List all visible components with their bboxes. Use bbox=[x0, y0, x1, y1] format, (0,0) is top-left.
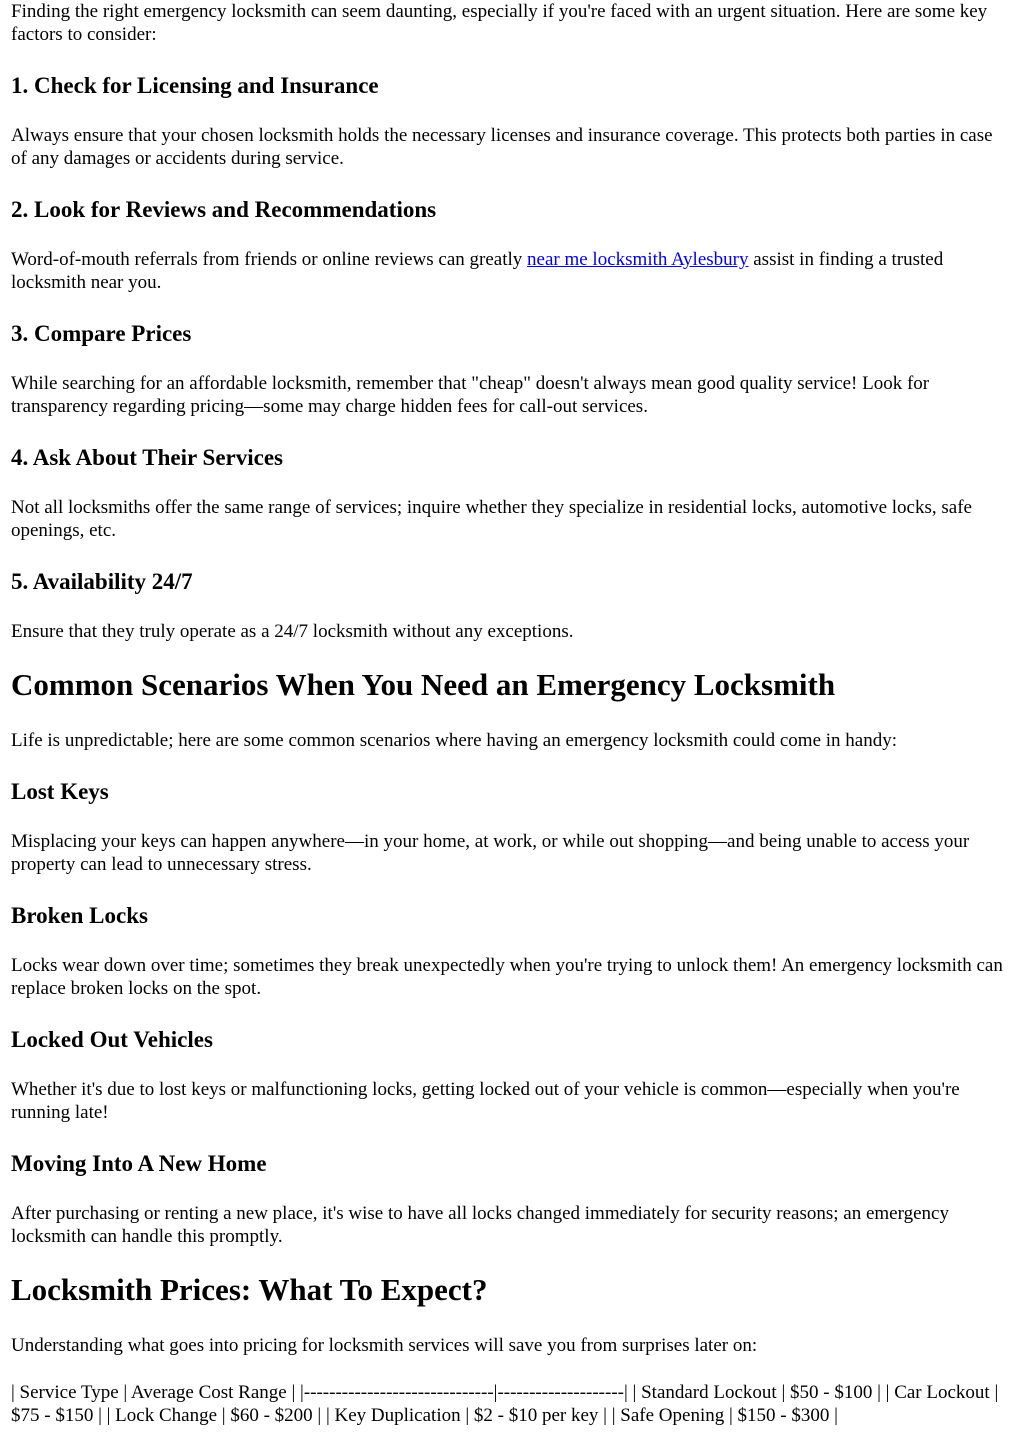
scenarios-heading: Common Scenarios When You Need an Emergency Locksmith bbox=[11, 667, 836, 702]
factor-5-body: Ensure that they truly operate as a 24/7 locksmith without any exceptions. bbox=[11, 621, 574, 642]
factor-2-body bbox=[11, 248, 1013, 294]
factor-4-heading: 4. Ask About Their Services bbox=[11, 445, 283, 470]
prices-raw-table: | Service Type | Average Cost Range | |------------------------------|--------------------| | Standard Lockout | $50 - $100 | | Car Lockout | $75 - $150 | | Lock Change | $60 - $200 | | Key Duplication | $2 - $10 per key | | Safe Opening | $150 - $300 | bbox=[11, 1382, 999, 1426]
factor-5-heading: 5. Availability 24/7 bbox=[11, 569, 193, 594]
locksmith-link[interactable]: near me locksmith Aylesbury bbox=[527, 249, 749, 270]
scenario-broken-locks-heading: Broken Locks bbox=[11, 903, 148, 928]
factor-2-body-before: Word-of-mouth referrals from friends or online reviews can greatly bbox=[11, 249, 528, 270]
intro-paragraph: Finding the right emergency locksmith can seem daunting, especially if you're faced with an urgent situation. Here are some key factors to consider: bbox=[11, 1, 988, 45]
scenario-locked-out-vehicles-body: Whether it's due to lost keys or malfunctioning locks, getting locked out of your vehicle is common—especially when you're running late! bbox=[11, 1079, 960, 1123]
scenario-broken-locks-body: Locks wear down over time; sometimes they break unexpectedly when you're trying to unlock them! An emergency locksmith can replace broken locks on the spot. bbox=[11, 955, 1003, 999]
scenario-lost-keys-heading: Lost Keys bbox=[11, 779, 109, 804]
factor-1-heading: 1. Check for Licensing and Insurance bbox=[11, 73, 379, 98]
scenario-moving-heading: Moving Into A New Home bbox=[11, 1151, 267, 1176]
factor-3-heading: 3. Compare Prices bbox=[11, 321, 192, 346]
factor-2-heading: 2. Look for Reviews and Recommendations bbox=[11, 197, 437, 222]
prices-intro: Understanding what goes into pricing for locksmith services will save you from surprises later on: bbox=[11, 1335, 758, 1356]
scenario-locked-out-vehicles-heading: Locked Out Vehicles bbox=[11, 1027, 213, 1052]
scenario-lost-keys-body: Misplacing your keys can happen anywhere—in your home, at work, or while out shopping—and being unable to access your property can lead to unnecessary stress. bbox=[11, 831, 970, 875]
scenario-moving-body: After purchasing or renting a new place, it's wise to have all locks changed immediately for security reasons; an emergency locksmith can handle this promptly. bbox=[11, 1203, 949, 1247]
scenarios-intro: Life is unpredictable; here are some common scenarios where having an emergency locksmith could come in handy: bbox=[11, 730, 898, 751]
factor-1-body: Always ensure that your chosen locksmith holds the necessary licenses and insurance coverage. This protects both parties in case of any damages or accidents during service. bbox=[11, 125, 993, 169]
prices-heading: Locksmith Prices: What To Expect? bbox=[11, 1272, 488, 1307]
factor-2-body-after: assist in finding a trusted locksmith near you. bbox=[11, 249, 944, 293]
factor-3-body: While searching for an affordable locksmith, remember that "cheap" doesn't always mean good quality service! Look for transparency regarding pricing—some may charge hidden fees for call-out services. bbox=[11, 373, 930, 417]
factor-4-body: Not all locksmiths offer the same range of services; inquire whether they specialize in residential locks, automotive locks, safe openings, etc. bbox=[11, 497, 972, 541]
